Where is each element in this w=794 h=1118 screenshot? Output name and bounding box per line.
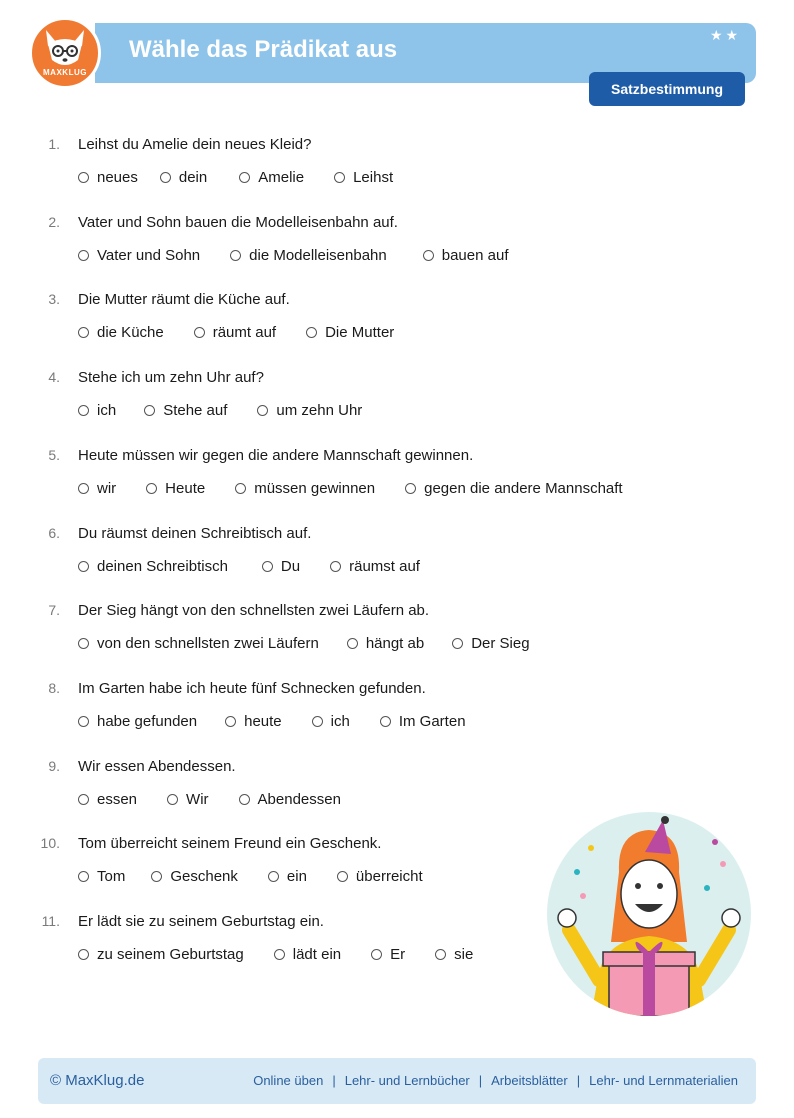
answer-option-label: Geschenk [170,868,238,886]
radio-button-icon[interactable] [167,794,178,805]
answer-option[interactable] [239,791,341,808]
radio-button-icon[interactable] [330,561,341,572]
radio-button-icon[interactable] [235,483,246,494]
answer-option-label: räumt auf [212,324,277,342]
answer-option-label: Er [390,946,406,963]
answer-option[interactable] [225,713,282,730]
answer-option-label: Leihst [353,169,394,186]
answer-option-label: Tom [97,868,126,886]
answer-option[interactable] [78,480,116,497]
answer-option-label: neues [97,169,138,186]
answer-options [78,635,530,652]
radio-button-icon[interactable] [380,716,391,727]
answer-option-label: zu seinem Geburtstag [97,946,244,963]
answer-option[interactable] [423,247,509,264]
answer-option-label: überreicht [355,868,423,886]
answer-option[interactable] [257,402,362,419]
question-number: 10. [40,835,60,852]
radio-button-icon[interactable] [78,172,89,183]
question-number: 5. [48,446,60,463]
answer-option[interactable] [144,402,227,419]
question-text: Vater und Sohn bauen die Modelleisenbahn auf. [78,213,398,231]
birthday-girl-icon [547,812,751,1016]
answer-option[interactable] [160,169,207,186]
radio-button-icon[interactable] [78,949,89,960]
answer-option-label: Die Mutter [325,324,395,342]
answer-options [78,791,341,808]
radio-button-icon[interactable] [78,327,89,338]
answer-option[interactable] [312,713,350,730]
answer-option[interactable] [235,480,375,497]
answer-option[interactable] [78,324,164,341]
radio-button-icon[interactable] [78,794,89,805]
answer-option-label: Im Garten [398,712,466,730]
answer-option[interactable] [268,868,307,885]
answer-option[interactable] [337,868,423,885]
answer-option-label: essen [97,790,138,808]
footer-link-online-ueben[interactable]: Online üben [253,1073,324,1088]
footer [38,1058,756,1104]
answer-options [78,713,466,730]
question-number: 6. [48,524,60,541]
answer-option-label: deinen Schreibtisch [97,557,228,575]
radio-button-icon[interactable] [347,638,358,649]
question-text: Der Sieg hängt von den schnellsten zwei Läufern ab. [78,602,430,620]
topic-badge: Satzbestimmung [589,72,745,106]
answer-option-label: dein [178,169,208,186]
answer-option-label: von den schnellsten zwei Läufern [97,635,319,653]
answer-options [78,324,394,341]
question-number: 4. [48,369,60,386]
answer-option-label: bauen auf [441,246,509,264]
answer-option[interactable] [371,946,405,963]
footer-link-lehr-lernmaterialien[interactable]: Lehr- und Lernmaterialien [589,1073,738,1088]
answer-option-label: gegen die andere Mannschaft [424,479,623,497]
answer-option[interactable] [78,868,125,885]
answer-option-label: lädt ein [292,946,342,963]
answer-options [78,868,423,885]
answer-option-label: Wir [186,790,209,808]
radio-button-icon[interactable] [78,561,89,572]
answer-option-label: habe gefunden [97,712,198,730]
radio-button-icon[interactable] [312,716,323,727]
answer-option[interactable] [167,791,209,808]
radio-button-icon[interactable] [78,638,89,649]
answer-option[interactable] [334,169,393,186]
radio-button-icon[interactable] [371,949,382,960]
radio-button-icon[interactable] [230,250,241,261]
answer-option[interactable] [347,635,424,652]
question-text: Du räumst deinen Schreibtisch auf. [78,524,312,542]
answer-option-label: sie [454,946,474,963]
answer-option-label: heute [244,712,282,730]
answer-option[interactable] [306,324,394,341]
answer-option[interactable] [78,558,228,575]
radio-button-icon[interactable] [435,949,446,960]
answer-option-label: müssen gewinnen [254,479,376,497]
radio-button-icon[interactable] [78,405,89,416]
answer-option[interactable] [239,169,304,186]
answer-options [78,480,623,497]
answer-options [78,247,508,264]
answer-option[interactable] [151,868,238,885]
radio-button-icon[interactable] [274,949,285,960]
radio-button-icon[interactable] [452,638,463,649]
radio-button-icon[interactable] [334,172,345,183]
radio-button-icon[interactable] [160,172,171,183]
question-number: 8. [48,679,60,696]
answer-option[interactable] [78,713,197,730]
radio-button-icon[interactable] [306,327,317,338]
footer-copyright[interactable]: © MaxKlug.de [50,1072,145,1089]
answer-option-label: wir [97,479,117,497]
question-text: Leihst du Amelie dein neues Kleid? [78,136,312,153]
radio-button-icon[interactable] [78,250,89,261]
answer-options [78,558,420,575]
logo-text: MAXKLUG [43,68,87,77]
answer-options [78,946,473,963]
answer-option[interactable] [452,635,529,652]
answer-options [78,402,362,419]
answer-option[interactable] [78,402,116,419]
radio-button-icon[interactable] [239,172,250,183]
answer-option[interactable] [435,946,473,963]
answer-option-label: Heute [165,479,206,497]
difficulty-stars-icon: ★★ [710,27,742,43]
answer-option[interactable] [194,324,276,341]
answer-option-label: räumst auf [349,557,420,575]
radio-button-icon[interactable] [423,250,434,261]
question-number: 1. [48,136,60,152]
question-text: Stehe ich um zehn Uhr auf? [78,369,264,387]
question-text: Heute müssen wir gegen die andere Mannschaft gewinnen. [78,446,474,464]
answer-option-label: Vater und Sohn [97,246,201,264]
answer-option-label: Abendessen [257,790,341,808]
answer-option[interactable] [78,247,200,264]
radio-button-icon[interactable] [262,561,273,572]
answer-option[interactable] [78,791,137,808]
answer-option-label: um zehn Uhr [276,402,363,420]
radio-button-icon[interactable] [151,871,162,882]
footer-links [253,1073,738,1088]
question-text: Die Mutter räumt die Küche auf. [78,291,290,309]
radio-button-icon[interactable] [146,483,157,494]
answer-option-label: die Küche [97,324,164,342]
answer-option-label: Stehe auf [163,402,228,420]
answer-option[interactable] [78,635,319,652]
answer-option-label: ich [97,402,117,420]
radio-button-icon[interactable] [144,405,155,416]
answer-option[interactable] [78,946,244,963]
footer-separator: | [576,1073,581,1088]
question-text: Wir essen Abendessen. [78,757,236,775]
answer-option[interactable] [262,558,300,575]
footer-separator: | [478,1073,483,1088]
page-title: Wähle das Prädikat aus [129,36,398,63]
answer-option-label: Du [280,557,301,575]
answer-option-label: Amelie [258,169,305,186]
answer-option[interactable] [230,247,387,264]
question-text: Im Garten habe ich heute fünf Schnecken gefunden. [78,679,426,697]
question-number: 3. [48,291,60,308]
answer-option-label: die Modelleisenbahn [249,246,387,264]
radio-button-icon[interactable] [194,327,205,338]
answer-option-label: ich [330,712,350,730]
footer-link-arbeitsblaetter[interactable]: Arbeitsblätter [491,1073,568,1088]
radio-button-icon[interactable] [78,716,89,727]
answer-option[interactable] [146,480,205,497]
answer-option[interactable] [78,169,138,186]
question-text: Tom überreicht seinem Freund ein Geschenk. [78,835,382,853]
radio-button-icon[interactable] [257,405,268,416]
radio-button-icon[interactable] [405,483,416,494]
footer-link-lehr-lernbuecher[interactable]: Lehr- und Lernbücher [344,1073,470,1088]
radio-button-icon[interactable] [268,871,279,882]
birthday-girl-illustration [547,812,751,1016]
radio-button-icon[interactable] [78,483,89,494]
question-text: Er lädt sie zu seinem Geburtstag ein. [78,913,324,930]
answer-option-label: ein [286,868,307,886]
answer-option-label: hängt ab [365,635,425,653]
maxklug-logo[interactable] [29,17,101,89]
radio-button-icon[interactable] [239,794,250,805]
answer-option-label: Der Sieg [471,635,530,653]
footer-separator: | [332,1073,336,1088]
radio-button-icon[interactable] [337,871,348,882]
answer-options [78,169,393,186]
answer-option[interactable] [330,558,420,575]
radio-button-icon[interactable] [78,871,89,882]
radio-button-icon[interactable] [225,716,236,727]
answer-option[interactable] [380,713,466,730]
answer-option[interactable] [274,946,341,963]
question-number: 11. [41,913,60,929]
question-number: 9. [48,757,60,774]
question-number: 7. [48,602,60,619]
answer-option[interactable] [405,480,622,497]
question-number: 2. [48,213,60,230]
